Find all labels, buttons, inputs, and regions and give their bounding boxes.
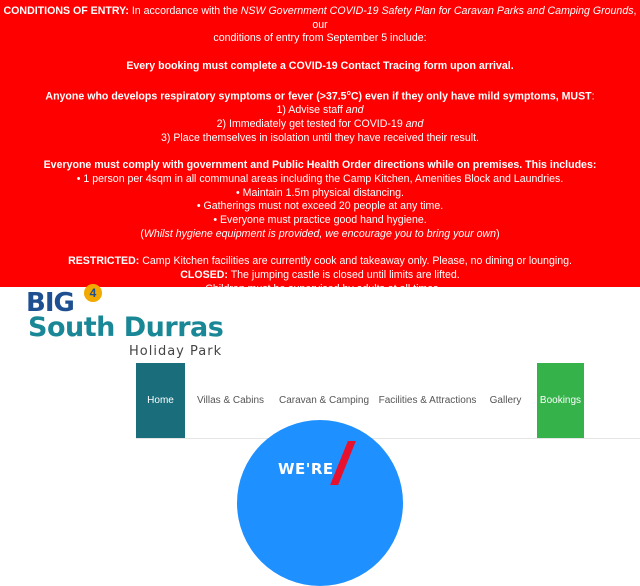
paren-open: (: [140, 227, 144, 240]
symptoms-colon: :: [591, 90, 595, 103]
symptoms-heading: [0, 87, 640, 104]
logo-subtitle: Holiday Park: [129, 344, 223, 359]
conditions-text-end: , our: [312, 5, 637, 31]
step-2-and: and: [405, 118, 424, 131]
site-logo[interactable]: [26, 286, 236, 362]
restricted-text: Camp Kitchen facilities are currently cook and takeaway only. Please, no dining or lounging.: [139, 255, 572, 268]
conditions-label: CONDITIONS OF ENTRY:: [3, 5, 129, 17]
nav-facilities-attractions[interactable]: Facilities & Attractions: [378, 395, 477, 406]
rule-item: • Everyone must practice good hand hygiene.: [213, 214, 427, 227]
rule-item: • Gatherings must not exceed 20 people at any time.: [196, 200, 444, 213]
safety-plan-title: NSW Government COVID-19 Safety Plan for Caravan Parks and Camping Grounds: [240, 5, 634, 17]
booking-requirement: Every booking must complete a COVID-19 Contact Tracing form upon arrival.: [126, 59, 514, 72]
step-2-text: 2) Immediately get tested for COVID-19: [216, 118, 406, 131]
logo-big-text: BIG: [26, 288, 74, 318]
step-1-text: 1) Advise staff: [276, 104, 346, 117]
hero-heading: WE'RE: [278, 460, 334, 478]
closed-label: CLOSED:: [180, 268, 228, 281]
nav-home[interactable]: Home: [136, 363, 185, 438]
conditions-intro: [0, 5, 640, 32]
nav-divider: [136, 438, 640, 439]
step-2: [0, 118, 640, 132]
hygiene-note: [0, 228, 640, 242]
restricted-line: [0, 255, 640, 269]
symptoms-text: Anyone who develops respiratory symptoms or fever (>37.5: [45, 90, 347, 103]
step-1: [0, 104, 640, 118]
closed-line: [0, 269, 640, 283]
conditions-date-line: conditions of entry from September 5 include:: [213, 32, 427, 45]
logo-four-badge: 4: [84, 284, 102, 302]
nav-gallery[interactable]: Gallery: [489, 395, 522, 406]
rule-item: • Park rules and conditions and all staff instructions must be followed.: [157, 296, 483, 309]
hygiene-text: Whilst hygiene equipment is provided, we encourage you to bring your own: [143, 227, 497, 240]
rule-item: • 1 person per 4sqm in all communal areas including the Camp Kitchen, Amenities Block and Laundries.: [76, 172, 564, 185]
main-nav: [136, 363, 584, 438]
nav-villas-cabins[interactable]: Villas & Cabins: [196, 395, 265, 406]
step-3: 3) Place themselves in isolation until they have received their result.: [161, 131, 479, 144]
hero-circle: [237, 420, 403, 586]
comply-heading: Everyone must comply with government and Public Health Order directions while on premises. This includes:: [43, 159, 597, 172]
paren-close: ): [496, 227, 500, 240]
bookings-button[interactable]: Bookings: [537, 363, 584, 438]
rule-item: • Maintain 1.5m physical distancing.: [236, 186, 404, 199]
symptoms-text-end: C) even if they only have mild symptoms, MUST: [350, 90, 592, 103]
degree-mark: o: [346, 90, 351, 98]
step-1-and: and: [345, 104, 364, 117]
logo-park-name: South Durras: [28, 312, 224, 343]
rule-item: • Children must be supervised by adults at all times.: [198, 282, 442, 295]
closed-text: The jumping castle is closed until limits are lifted.: [227, 268, 460, 281]
nav-caravan-camping[interactable]: Caravan & Camping: [278, 395, 370, 406]
conditions-text: In accordance with the: [128, 5, 241, 17]
restricted-label: RESTRICTED:: [68, 255, 140, 268]
